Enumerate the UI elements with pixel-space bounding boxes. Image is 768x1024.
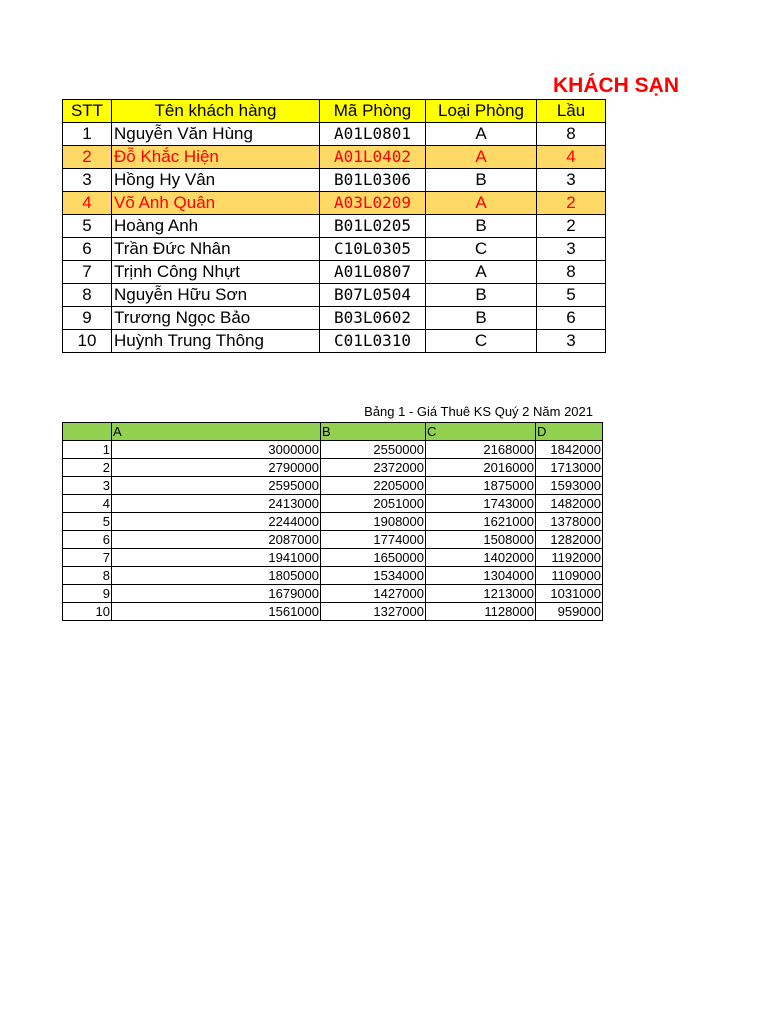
price-cell-b[interactable]: 1327000 — [321, 603, 426, 621]
header-floor[interactable]: Lầu — [537, 100, 606, 123]
price-cell-c[interactable]: 1213000 — [426, 585, 536, 603]
table-row — [63, 477, 603, 495]
price-cell-c[interactable]: 1621000 — [426, 513, 536, 531]
cell-room-type[interactable]: B — [426, 307, 537, 330]
cell-stt[interactable]: 7 — [63, 261, 112, 284]
price-cell-c[interactable]: 1128000 — [426, 603, 536, 621]
table-row — [63, 441, 603, 459]
cell-customer-name[interactable]: Nguyễn Hữu Sơn — [112, 284, 320, 307]
cell-floor[interactable]: 2 — [537, 215, 606, 238]
table-row — [63, 567, 603, 585]
cell-customer-name[interactable]: Trịnh Công Nhựt — [112, 261, 320, 284]
table-row — [63, 261, 606, 284]
price-header-b[interactable]: B — [321, 423, 426, 441]
price-header-a[interactable]: A — [112, 423, 321, 441]
cell-room-type[interactable]: A — [426, 261, 537, 284]
cell-stt[interactable]: 5 — [63, 215, 112, 238]
price-cell-floor[interactable]: 10 — [63, 603, 112, 621]
price-cell-b[interactable]: 1908000 — [321, 513, 426, 531]
price-cell-floor[interactable]: 1 — [63, 441, 112, 459]
cell-room-code[interactable]: C01L0310 — [320, 330, 426, 353]
table-row — [63, 238, 606, 261]
cell-room-type[interactable]: A — [426, 123, 537, 146]
cell-stt[interactable]: 2 — [63, 146, 112, 169]
table-row — [63, 330, 606, 353]
cell-floor[interactable]: 8 — [537, 123, 606, 146]
table-row — [63, 459, 603, 477]
cell-customer-name[interactable]: Trần Đức Nhân — [112, 238, 320, 261]
table-row — [63, 123, 606, 146]
price-cell-d[interactable]: 1282000 — [536, 531, 603, 549]
price-cell-d[interactable]: 1842000 — [536, 441, 603, 459]
header-stt[interactable]: STT — [63, 100, 112, 123]
guest-table — [62, 99, 606, 353]
cell-room-type[interactable]: C — [426, 330, 537, 353]
cell-customer-name[interactable]: Huỳnh Trung Thông — [112, 330, 320, 353]
price-header-floor[interactable] — [63, 423, 112, 441]
cell-room-type[interactable]: B — [426, 215, 537, 238]
price-cell-c[interactable]: 1508000 — [426, 531, 536, 549]
header-room-type[interactable]: Loại Phòng — [426, 100, 537, 123]
cell-room-code[interactable]: C10L0305 — [320, 238, 426, 261]
price-cell-a[interactable]: 1805000 — [112, 567, 321, 585]
price-header-d[interactable]: D — [536, 423, 603, 441]
cell-stt[interactable]: 4 — [63, 192, 112, 215]
cell-floor[interactable]: 5 — [537, 284, 606, 307]
cell-room-code[interactable]: A01L0807 — [320, 261, 426, 284]
table-row — [63, 169, 606, 192]
table-row — [63, 284, 606, 307]
cell-room-type[interactable]: B — [426, 284, 537, 307]
price-cell-d[interactable]: 1192000 — [536, 549, 603, 567]
price-table-caption: Bảng 1 - Giá Thuê KS Quý 2 Năm 2021 — [364, 404, 593, 419]
cell-stt[interactable]: 1 — [63, 123, 112, 146]
price-cell-d[interactable]: 959000 — [536, 603, 603, 621]
price-cell-b[interactable]: 1427000 — [321, 585, 426, 603]
cell-customer-name[interactable]: Hoàng Anh — [112, 215, 320, 238]
cell-floor[interactable]: 3 — [537, 238, 606, 261]
price-cell-floor[interactable]: 2 — [63, 459, 112, 477]
cell-stt[interactable]: 6 — [63, 238, 112, 261]
price-cell-a[interactable]: 2087000 — [112, 531, 321, 549]
cell-customer-name[interactable]: Nguyễn Văn Hùng — [112, 123, 320, 146]
price-cell-b[interactable]: 1650000 — [321, 549, 426, 567]
price-cell-a[interactable]: 1561000 — [112, 603, 321, 621]
price-cell-c[interactable]: 1875000 — [426, 477, 536, 495]
cell-room-code[interactable]: A03L0209 — [320, 192, 426, 215]
cell-room-code[interactable]: A01L0402 — [320, 146, 426, 169]
cell-room-type[interactable]: A — [426, 192, 537, 215]
table-row — [63, 531, 603, 549]
price-cell-floor[interactable]: 5 — [63, 513, 112, 531]
price-cell-a[interactable]: 2413000 — [112, 495, 321, 513]
price-cell-floor[interactable]: 4 — [63, 495, 112, 513]
cell-floor[interactable]: 3 — [537, 330, 606, 353]
table-row — [63, 603, 603, 621]
price-cell-floor[interactable]: 7 — [63, 549, 112, 567]
price-cell-d[interactable]: 1109000 — [536, 567, 603, 585]
cell-floor[interactable]: 6 — [537, 307, 606, 330]
header-room-code[interactable]: Mã Phòng — [320, 100, 426, 123]
price-cell-b[interactable]: 2550000 — [321, 441, 426, 459]
price-cell-floor[interactable]: 6 — [63, 531, 112, 549]
price-header-row — [63, 423, 603, 441]
price-cell-d[interactable]: 1713000 — [536, 459, 603, 477]
cell-room-code[interactable]: B01L0306 — [320, 169, 426, 192]
cell-customer-name[interactable]: Hồng Hy Vân — [112, 169, 320, 192]
price-cell-floor[interactable]: 3 — [63, 477, 112, 495]
table-row — [63, 549, 603, 567]
cell-stt[interactable]: 3 — [63, 169, 112, 192]
price-cell-a[interactable]: 2790000 — [112, 459, 321, 477]
cell-stt[interactable]: 10 — [63, 330, 112, 353]
guest-header-row — [63, 100, 606, 123]
price-cell-c[interactable]: 1402000 — [426, 549, 536, 567]
price-cell-d[interactable]: 1593000 — [536, 477, 603, 495]
cell-floor[interactable]: 8 — [537, 261, 606, 284]
price-cell-c[interactable]: 1304000 — [426, 567, 536, 585]
cell-stt[interactable]: 9 — [63, 307, 112, 330]
table-row — [63, 585, 603, 603]
price-cell-b[interactable]: 2372000 — [321, 459, 426, 477]
cell-room-code[interactable]: B01L0205 — [320, 215, 426, 238]
cell-room-type[interactable]: C — [426, 238, 537, 261]
price-cell-c[interactable]: 2168000 — [426, 441, 536, 459]
table-row — [63, 215, 606, 238]
table-row — [63, 307, 606, 330]
price-cell-a[interactable]: 2595000 — [112, 477, 321, 495]
cell-room-type[interactable]: A — [426, 146, 537, 169]
price-cell-a[interactable]: 3000000 — [112, 441, 321, 459]
table-row — [63, 513, 603, 531]
cell-floor[interactable]: 4 — [537, 146, 606, 169]
price-cell-a[interactable]: 1679000 — [112, 585, 321, 603]
cell-customer-name[interactable]: Đỗ Khắc Hiện — [112, 146, 320, 169]
cell-room-type[interactable]: B — [426, 169, 537, 192]
price-cell-b[interactable]: 1534000 — [321, 567, 426, 585]
price-cell-floor[interactable]: 9 — [63, 585, 112, 603]
cell-stt[interactable]: 8 — [63, 284, 112, 307]
cell-room-code[interactable]: A01L0801 — [320, 123, 426, 146]
price-cell-c[interactable]: 1743000 — [426, 495, 536, 513]
price-cell-c[interactable]: 2016000 — [426, 459, 536, 477]
cell-room-code[interactable]: B07L0504 — [320, 284, 426, 307]
price-cell-d[interactable]: 1482000 — [536, 495, 603, 513]
price-cell-b[interactable]: 1774000 — [321, 531, 426, 549]
cell-floor[interactable]: 2 — [537, 192, 606, 215]
table-row — [63, 146, 606, 169]
cell-customer-name[interactable]: Trương Ngọc Bảo — [112, 307, 320, 330]
cell-customer-name[interactable]: Võ Anh Quân — [112, 192, 320, 215]
price-cell-d[interactable]: 1378000 — [536, 513, 603, 531]
price-cell-a[interactable]: 1941000 — [112, 549, 321, 567]
sheet-title: KHÁCH SẠN — [553, 74, 679, 97]
header-customer-name[interactable]: Tên khách hàng — [112, 100, 320, 123]
price-cell-a[interactable]: 2244000 — [112, 513, 321, 531]
cell-room-code[interactable]: B03L0602 — [320, 307, 426, 330]
table-row — [63, 495, 603, 513]
cell-floor[interactable]: 3 — [537, 169, 606, 192]
price-cell-d[interactable]: 1031000 — [536, 585, 603, 603]
price-table — [62, 422, 603, 621]
price-cell-floor[interactable]: 8 — [63, 567, 112, 585]
table-row — [63, 192, 606, 215]
price-cell-b[interactable]: 2205000 — [321, 477, 426, 495]
price-header-c[interactable]: C — [426, 423, 536, 441]
price-cell-b[interactable]: 2051000 — [321, 495, 426, 513]
